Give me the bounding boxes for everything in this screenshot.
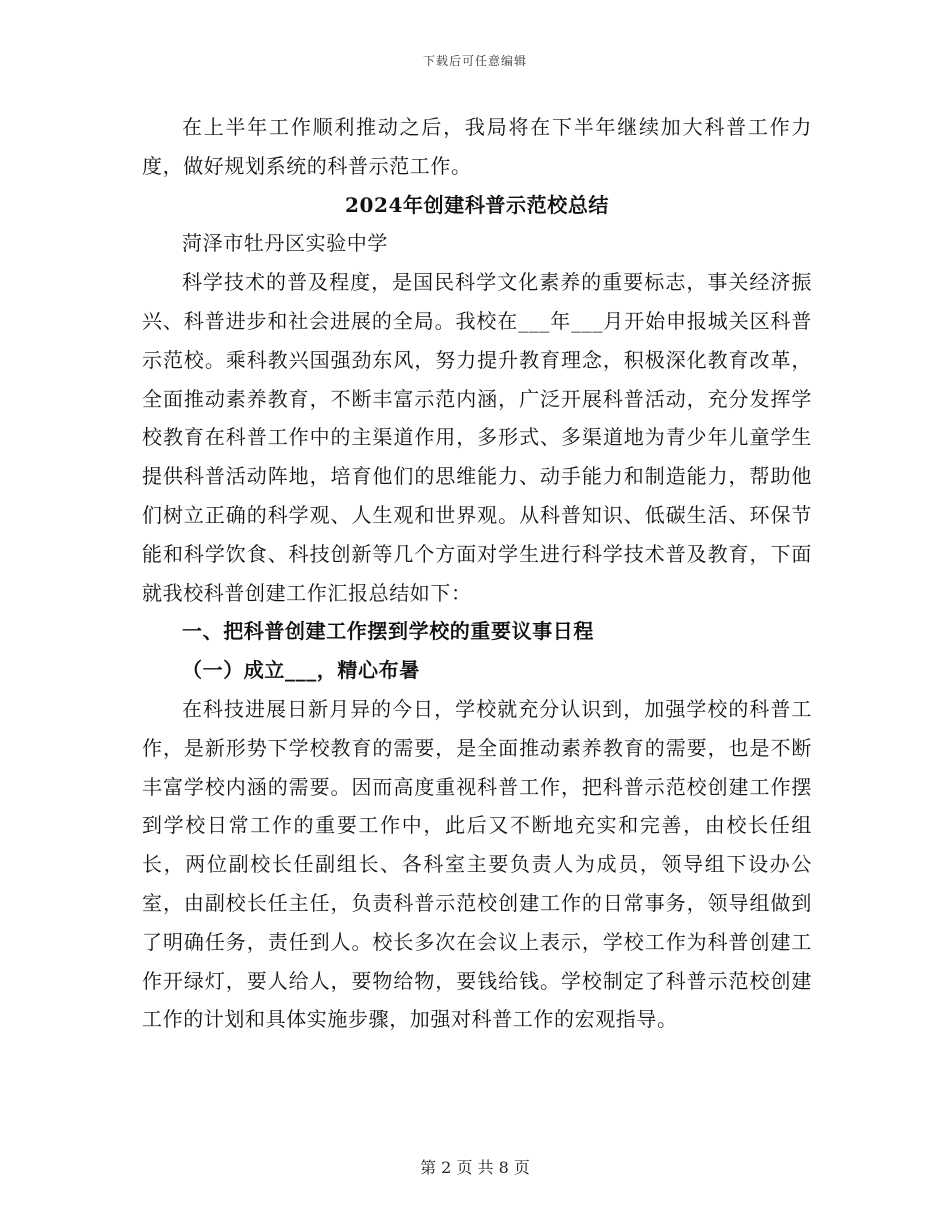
page-number: 第 2 页 共 8 页 [420, 1158, 530, 1177]
document-body [142, 108, 812, 1039]
body-paragraph-2: 在科技进展日新月异的今日，学校就充分认识到，加强学校的科普工作，是新形势下学校教育的需要，是全面推动素养教育的需要，也是不断丰富学校内涵的需要。因而高度重视科普工作，把科普示范校创建工作摆到学校日常工作的重要工作中，此后又不断地充实和完善，由校长任组长，两位副校长任副组长、各科室主要负责人为成员，领导组下设办公室，由副校长任主任，负责科普示范校创建工作的日常事务，领导组做到了明确任务，责任到人。校长多次在会议上表示，学校工作为科普创建工作开绿灯，要人给人，要物给物，要钱给钱。学校制定了科普示范校创建工作的计划和具体实施步骤，加强对科普工作的宏观指导。 [142, 696, 812, 1032]
subsection-heading-1: （一）成立___，精心布暑 [182, 658, 420, 683]
page-header-note: 下载后可任意编辑 [422, 54, 527, 68]
section-heading-1: 一、把科普创建工作摆到学校的重要议事日程 [182, 619, 594, 644]
document-title: 2024年创建科普示范校总结 [344, 192, 610, 217]
body-paragraph-1: 科学技术的普及程度，是国民科学文化素养的重要标志，事关经济振兴、科普进步和社会进展的全局。我校在___年___月开始申报城关区科普示范校。乘科教兴国强劲东风，努力提升教育理念，积极深化教育改革，全面推动素养教育，不断丰富示范内涵，广泛开展科普活动，充分发挥学校教育在科普工作中的主渠道作用，多形式、多渠道地为青少年儿童学生提供科普活动阵地，培育他们的思维能力、动手能力和制造能力，帮助他们树立正确的科学观、人生观和世界观。从科普知识、低碳生活、环保节能和科学饮食、科技创新等几个方面对学生进行科学技术普及教育，下面就我校科普创建工作汇报总结如下： [142, 270, 812, 605]
intro-paragraph: 在上半年工作顺利推动之后，我局将在下半年继续加大科普工作力度，做好规划系统的科普示范工作。 [142, 115, 812, 178]
school-name: 菏泽市牡丹区实验中学 [182, 231, 388, 256]
